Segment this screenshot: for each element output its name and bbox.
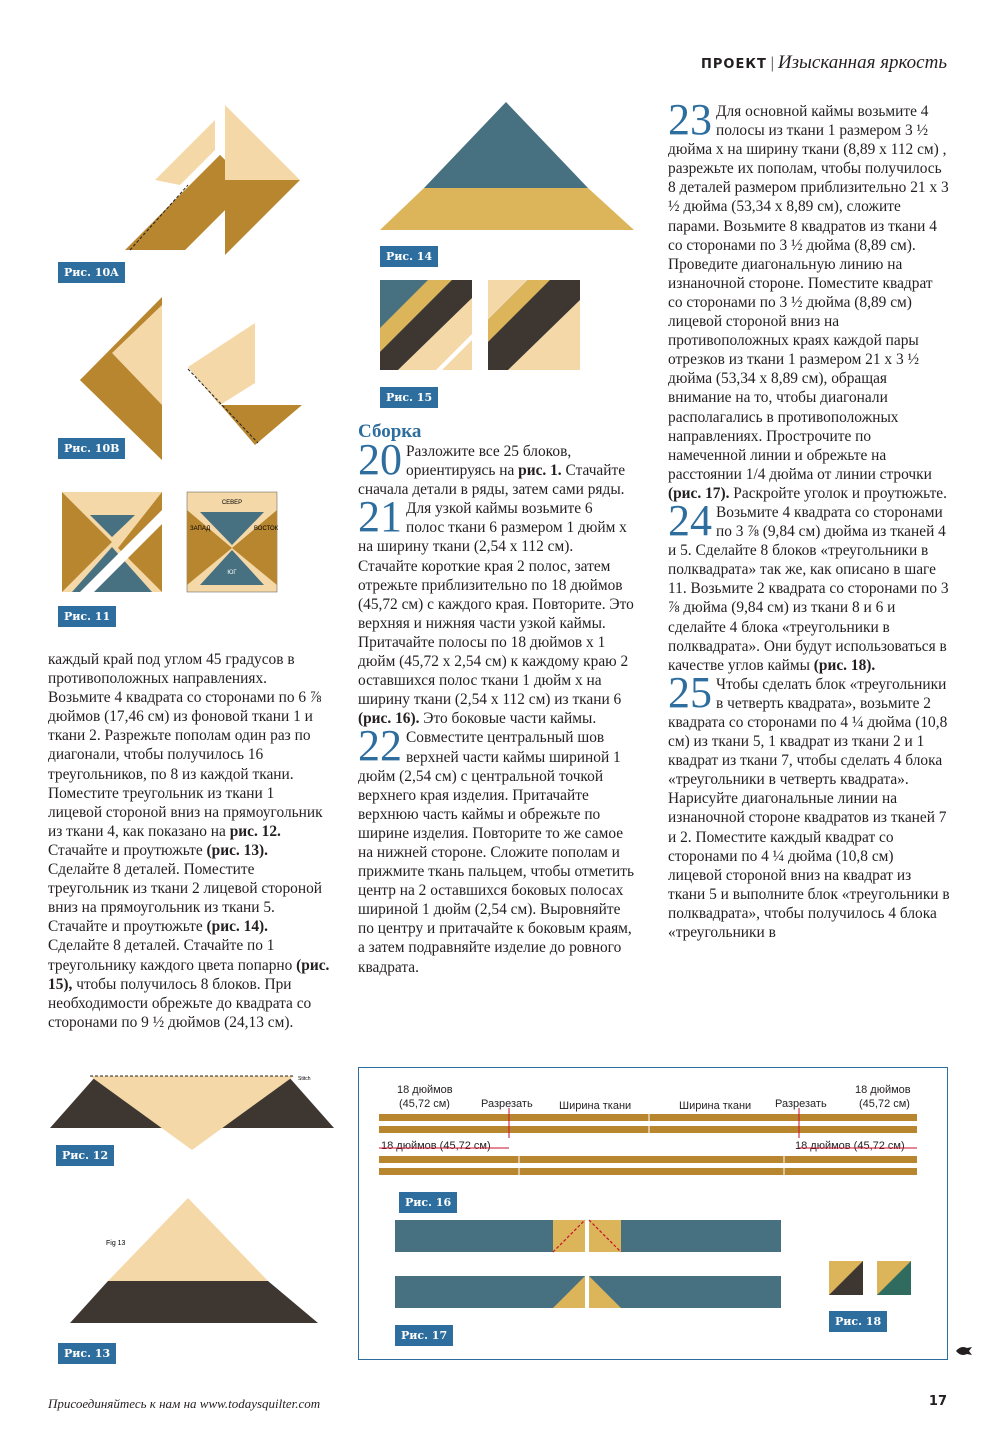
header-title: Изысканная яркость <box>777 52 947 73</box>
fig17-label: Рис. 17 <box>395 1325 453 1346</box>
header-separator: | <box>769 54 775 72</box>
fig15-diagram <box>378 278 588 373</box>
fig10b-label: Рис. 10B <box>58 438 125 459</box>
fig16-strip-2 <box>379 1126 917 1133</box>
step-23-text: Для основной каймы возьмите 4 полосы из ткани 1 размером 3 ½ дюйма х на ширину ткани (8,89 х 112 см) , разрежьте их пополам, чтобы получилось 8 деталей размером приблизительно 21 х 3 ½ дюйма (53,34 х 8,89 см), сложите парами. Возьмите 8 квадратов из ткани 4 со сторонами по 3 ½ дюйма (8,89 см). Проведите диагональную линию на изнаночной стороне. Поместите квадрат со сторонами по 3 ½ дюйма (8,89 см) лицевой стороной вниз на противоположных краях каждой пары отрезков из ткани 1 размером 21 х 3 ½ дюйма (53,34 х 8,89 см), обращая внимание на то, чтобы диагонали располагались в противоположных направлениях. Прострочите по намеченной линии и обрежьте на расстоянии 1/4 дюйма от линии строчки <box>668 103 949 483</box>
fig16-strip-1 <box>379 1114 917 1121</box>
step-21-text: Для узкой каймы возьмите 6 полос ткани 6 размером 1 дюйм х на ширину ткани (2,54 х 112 см). Стачайте короткие края 2 полос, затем отрежьте приблизительно по 18 дюймов (45,72 см) с каждого края. Повторите. Это верхняя и нижняя части узкой каймы. Притачайте полосы по 18 дюймов х 1 дюйм (45,72 х 2,54 см) к каждому краю 2 оставшихся полос ткани 1 дюйм х на ширину ткани (2,54 х 112 см) из ткани 6 <box>358 500 634 709</box>
fig10a-right-tan <box>225 105 300 180</box>
col1-paragraph <box>48 650 330 1032</box>
footer-website: Присоединяйтесь к нам на www.todaysquilter.com <box>48 1396 321 1411</box>
fig16-strip-3 <box>379 1156 917 1163</box>
fig13-label: Рис. 13 <box>58 1343 116 1364</box>
col1-ref-fig14: (рис. 14). <box>206 918 268 936</box>
fig10a-diagram <box>60 100 320 260</box>
fig13-diagram <box>68 1195 328 1330</box>
step-21 <box>358 492 634 728</box>
fig11-diagram <box>60 490 330 600</box>
fig18-label: Рис. 18 <box>829 1311 887 1332</box>
step-25 <box>668 667 950 942</box>
fig12-stitch-note: Stitch <box>298 1076 311 1082</box>
fig16-17-18-box <box>358 1067 948 1360</box>
fig16-right-len: 18 дюймов <box>855 1084 911 1096</box>
step-24 <box>668 495 950 675</box>
step-23-text-2: Раскройте уголок и проутюжьте. <box>729 484 947 502</box>
fig13-note: Fig 13 <box>106 1240 126 1247</box>
continue-mark-shape <box>956 1347 972 1355</box>
col1-ref-fig13: (рис. 13). <box>206 841 268 859</box>
fig11-label: Рис. 11 <box>58 606 116 627</box>
section-heading-assembly: Сборка <box>358 421 422 442</box>
header-project: ПРОЕКТ <box>701 57 767 72</box>
col3-text <box>668 95 950 942</box>
step-22-number: 22 <box>358 721 402 771</box>
fig16-width-right: Ширина ткани <box>679 1100 752 1112</box>
fig12-label: Рис. 12 <box>56 1145 114 1166</box>
fig11-east-label: ВОСТОК <box>254 526 279 532</box>
footer-page-number: 17 <box>928 1394 947 1409</box>
step-24-text: Возьмите 4 квадрата со сторонами по 3 ⅞ (9,84 см) дюйма из тканей 4 и 5. Сделайте 8 блоков «треугольники в полквадрата» так же, как описано в шаге 11. Возьмите 2 квадрата со сторонами по 3 ⅞ дюйма (9,84 см) из ткани 8 и 6 и сделайте 4 блока «треугольники в полквадрата». Они будут использоваться в качестве углов каймы <box>668 503 949 674</box>
fig11-north-label: СЕВЕР <box>221 500 243 506</box>
col1-ref-fig12: рис. 12. <box>229 822 281 840</box>
col1-text-1: каждый край под углом 45 градусов в противоположных направлениях. Возьмите 4 квадрата со сторонами по 6 ⅞ дюймов (17,46 см) из фоновой ткани 1 и ткани 2. Разрежьте пополам один раз по диагонали, чтобы получилось 16 треугольников, по 8 из каждой ткани. Поместите треугольник из ткани 1 лицевой стороной вниз на прямоугольник из ткани 4, как показано на <box>48 651 323 840</box>
fig17-right-strip-bottom <box>589 1276 781 1308</box>
step-22-text: Совместите центральный шов верхней части каймы шириной 1 дюйм (2,54 см) с центральной точкой верхнего края изделия. Притачайте верхнюю часть каймы и обрежьте по ширине изделия. Повторите то же самое на нижней стороне. Сложите пополам и прижмите ткань пальцем, чтобы отметить центр на 2 оставшихся боковых полосах шириной 1 дюйм (2,54 см). Выровняйте по центру и притачайте к боковым краям, а затем подравняйте изделие до ровного квадрата. <box>358 729 634 976</box>
step-24-ref: (рис. 18). <box>813 656 876 674</box>
col1-text <box>48 650 330 1032</box>
col2-text <box>358 422 634 977</box>
continue-mark-icon <box>955 1345 973 1357</box>
fig13-tan-top <box>108 1198 268 1281</box>
fig16-left-len-cm: (45,72 см) <box>399 1098 450 1110</box>
col1-text-4: Сделайте 8 деталей. Стачайте по 1 треугольнику каждого цвета попарно <box>48 937 297 974</box>
step-22 <box>358 721 634 976</box>
step-25-number: 25 <box>668 667 712 717</box>
fig16-row2-left: 18 дюймов (45,72 см) <box>381 1140 491 1152</box>
fig14-diagram <box>378 100 638 235</box>
fig16-label: Рис. 16 <box>399 1192 457 1213</box>
col1-ref-fig15: (рис. 15), <box>48 956 330 993</box>
step-25-text: Чтобы сделать блок «треугольники в четверть квадрата», возьмите 2 квадрата со сторонами по 4 ¼ дюйма (10,8 см) из ткани 5, 1 квадрат из ткани 2 и 1 квадрат из ткани 7, чтобы сделать 4 блока «треугольники в четверть квадрата». Нарисуйте диагональные линии на изнаночной стороне квадратов из тканей 7 и 2. Поместите каждый квадрат со сторонами по 4 ¼ дюйма (10,8 см) лицевой стороной вниз на квадрат из ткани 5 и выполните блок «треугольники в полквадрата», чтобы получилось 4 блока «треугольники в <box>668 675 950 942</box>
col1-text-5: чтобы получилось 8 блоков. При необходимости обрежьте до квадрата со сторонами по 9 ½ дюймов (24,13 см). <box>48 975 312 1031</box>
fig16-right-len-cm: (45,72 см) <box>859 1098 910 1110</box>
step-21-ref: (рис. 16). <box>358 710 420 728</box>
col1-text-2: Стачайте и проутюжьте <box>48 841 207 859</box>
fig10a-label: Рис. 10A <box>58 262 125 283</box>
step-20-text: Разложите все 25 блоков, ориентируясь на <box>406 443 572 480</box>
step-21-text-2: Это боковые части каймы. <box>419 710 597 728</box>
step-20-number: 20 <box>358 435 402 484</box>
fig11-west-label: ЗАПАД <box>190 526 211 532</box>
fig14-mustard-bottom <box>380 188 634 230</box>
step-23 <box>668 95 950 503</box>
col1-text-3: Сделайте 8 деталей. Поместите треугольник из ткани 2 лицевой стороной вниз на прямоугольник из ткани 5. Стачайте и проутюжьте <box>48 861 323 936</box>
step-24-number: 24 <box>668 495 712 545</box>
fig10b-right-tan <box>188 323 255 405</box>
fig17-left-strip-bottom <box>395 1276 585 1308</box>
fig13-dark-bottom <box>70 1281 318 1323</box>
fig10a-right-gold <box>225 180 300 255</box>
step-20-ref: рис. 1. <box>518 462 562 480</box>
fig14-teal-top <box>424 102 588 188</box>
step-21-number: 21 <box>358 492 402 542</box>
fig16-cut-left: Разрезать <box>481 1098 533 1110</box>
running-header <box>701 52 947 74</box>
step-23-number: 23 <box>668 95 712 144</box>
fig15-label: Рис. 15 <box>380 387 438 408</box>
fig11-south-label: ЮГ <box>227 570 237 576</box>
fig14-label: Рис. 14 <box>380 246 438 267</box>
fig16-width-left: Ширина ткани <box>559 1100 632 1112</box>
step-20-text-2: Стачайте сначала детали в ряды, затем сами ряды. <box>358 462 626 499</box>
fig16-left-len: 18 дюймов <box>397 1084 453 1096</box>
fig16-strip-4 <box>379 1168 917 1175</box>
step-20 <box>358 435 634 499</box>
fig16-cut-right: Разрезать <box>775 1098 827 1110</box>
step-23-ref: (рис. 17). <box>668 484 730 502</box>
fig16-row2-right: 18 дюймов (45,72 см) <box>795 1140 905 1152</box>
